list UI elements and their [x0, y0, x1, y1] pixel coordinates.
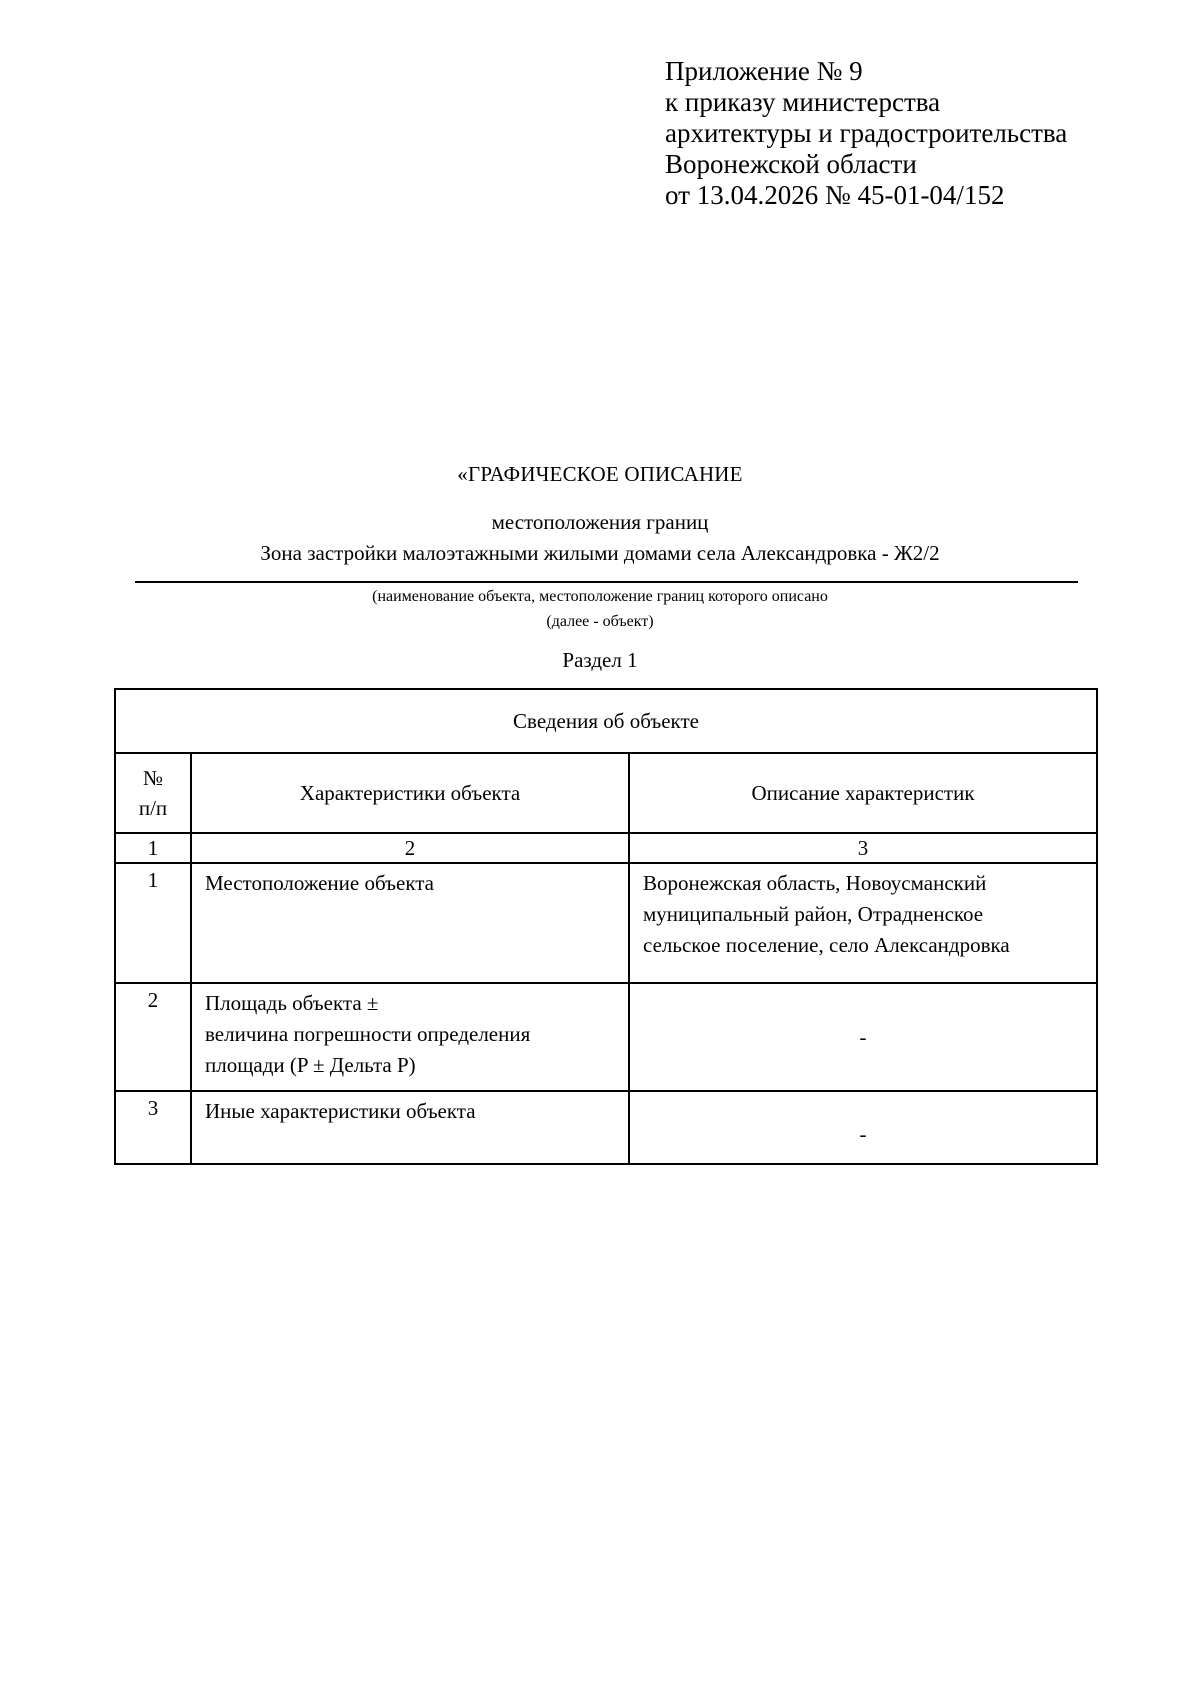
column-number: 1: [115, 833, 191, 863]
appendix-line: к приказу министерства: [665, 87, 941, 117]
characteristic-line: величина погрешности определения: [205, 1022, 531, 1046]
table-row: [115, 983, 1097, 1091]
characteristic-line: площади (P ± Дельта P): [205, 1053, 416, 1077]
description-line: сельское поселение, село Александровка: [643, 933, 1010, 957]
section-title: Раздел 1: [562, 648, 638, 672]
header-number-line: п/п: [138, 796, 168, 820]
row-description: -: [629, 983, 1097, 1091]
document-subtitle: местоположения границ: [491, 510, 709, 534]
document-title: «ГРАФИЧЕСКОЕ ОПИСАНИЕ: [457, 462, 743, 486]
appendix-line: Воронежской области: [665, 149, 917, 179]
column-number: 2: [191, 833, 629, 863]
header-description: Описание характеристик: [629, 753, 1097, 833]
row-description: -: [629, 1091, 1097, 1164]
column-number: 3: [629, 833, 1097, 863]
row-description: [629, 863, 1097, 983]
object-name: Зона застройки малоэтажными жилыми домами села Александровка - Ж2/2: [260, 541, 940, 565]
object-name-caption: (наименование объекта, местоположение границ которого описано: [372, 588, 828, 605]
table-header-row: [115, 753, 1097, 833]
underline-rule: [135, 581, 1078, 583]
header-characteristic: Характеристики объекта: [191, 753, 629, 833]
appendix-header: [665, 56, 1067, 211]
object-info-table: [114, 688, 1098, 1165]
table-row: [115, 863, 1097, 983]
header-number-line: №: [142, 766, 164, 790]
appendix-line: Приложение № 9: [665, 56, 863, 86]
description-line: Воронежская область, Новоусманский: [643, 871, 987, 895]
table-caption: Сведения об объекте: [115, 689, 1097, 753]
description-line: муниципальный район, Отрадненское: [643, 902, 984, 926]
row-number: 2: [115, 983, 191, 1091]
table-row: [115, 1091, 1097, 1164]
row-characteristic: Местоположение объекта: [191, 863, 629, 983]
row-characteristic: [191, 983, 629, 1091]
row-number: 3: [115, 1091, 191, 1164]
table-caption-row: [115, 689, 1097, 753]
row-number: 1: [115, 863, 191, 983]
column-number-row: [115, 833, 1097, 863]
appendix-line: архитектуры и градостроительства: [665, 118, 1068, 148]
appendix-line: от 13.04.2026 № 45-01-04/152: [665, 180, 1005, 210]
characteristic-line: Площадь объекта ±: [205, 991, 379, 1015]
object-name-caption: (далее - объект): [546, 613, 654, 630]
header-number: [115, 753, 191, 833]
row-characteristic: Иные характеристики объекта: [191, 1091, 629, 1164]
